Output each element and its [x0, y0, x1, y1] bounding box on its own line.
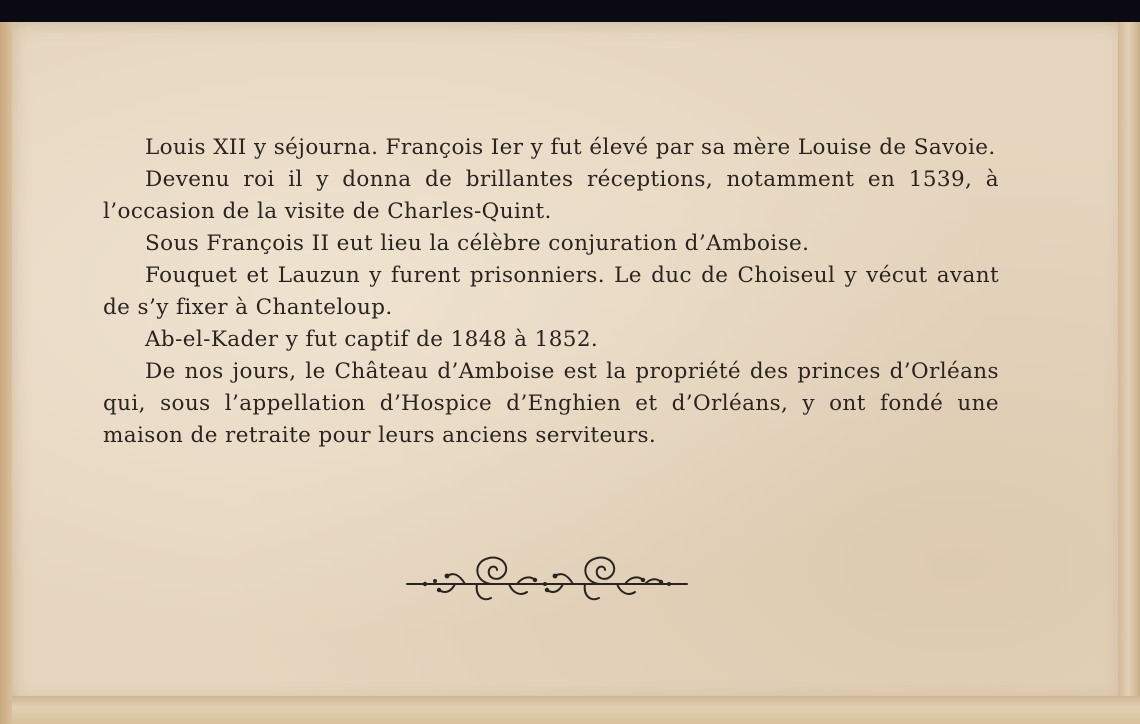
paragraph-present-day: De nos jours, le Château d’Amboise est la propriété des princes d’Orléans qui, sous l’appellation d’Hospice d’Enghien et d’Orléans, y ont fondé une maison de retraite pour leurs anciens serviteurs.	[103, 359, 999, 448]
paragraph-prisoners: Fouquet et Lauzun y furent prisonniers. Le duc de Choiseul y vécut avant de s’y fixer à Chanteloup.	[103, 263, 999, 320]
page-edge-bottom	[12, 696, 1140, 724]
paragraph-louis-xii: Louis XII y séjourna. François Ier y fut élevé par sa mère Louise de Savoie.	[145, 135, 996, 160]
paragraph-receptions: Devenu roi il y donna de brillantes réceptions, notamment en 1539, à l’occasion de la visite de Charles-Quint.	[103, 167, 999, 224]
scroll-flourish-ornament-icon	[405, 548, 689, 608]
paragraph-ab-el-kader: Ab-el-Kader y fut captif de 1848 à 1852.	[145, 327, 599, 352]
page-edge-right	[1118, 22, 1140, 702]
page-text	[103, 132, 999, 452]
paragraph-conjuration: Sous François II eut lieu la célèbre conjuration d’Amboise.	[145, 231, 810, 256]
